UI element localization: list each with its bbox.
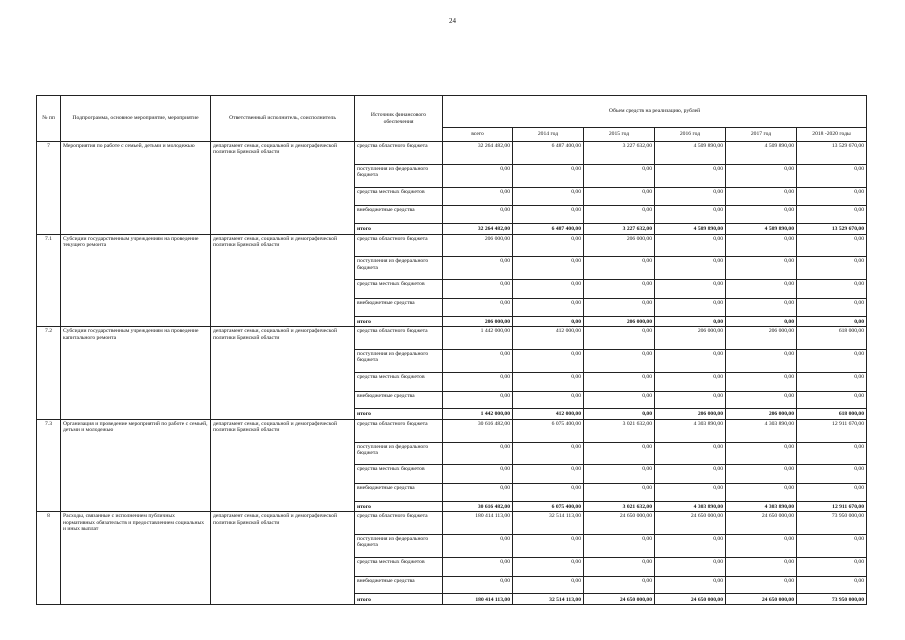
amount-cell: 0,00 <box>797 535 867 558</box>
amount-cell: 13 529 670,00 <box>797 224 867 234</box>
amount-cell: 0,00 <box>726 234 797 257</box>
amount-cell: 0,00 <box>513 535 584 558</box>
table-row <box>37 512 867 535</box>
amount-cell: 0,00 <box>443 257 513 280</box>
amount-cell: 0,00 <box>655 299 726 317</box>
amount-cell: 0,00 <box>513 576 584 594</box>
amount-cell: 12 911 670,00 <box>797 419 867 442</box>
amount-cell: 0,00 <box>726 187 797 206</box>
amount-cell: 0,00 <box>513 557 584 576</box>
amount-cell: 0,00 <box>584 164 655 187</box>
header-no: № пп <box>37 96 61 142</box>
header-year: 2015 год <box>584 128 655 142</box>
funding-source: итого <box>355 409 443 419</box>
amount-cell: 0,00 <box>797 349 867 372</box>
amount-cell: 0,00 <box>797 391 867 409</box>
amount-cell: 0,00 <box>513 316 584 326</box>
amount-cell: 6 075 400,00 <box>513 419 584 442</box>
funding-source: итого <box>355 501 443 511</box>
amount-cell: 0,00 <box>513 391 584 409</box>
executor-name: департамент семьи, социальной и демографической политики Брянской области <box>211 327 355 420</box>
amount-cell: 24 650 000,00 <box>726 512 797 535</box>
amount-cell: 0,00 <box>584 187 655 206</box>
amount-cell: 0,00 <box>513 187 584 206</box>
header-year: 2016 год <box>655 128 726 142</box>
amount-cell: 0,00 <box>443 391 513 409</box>
amount-cell: 0,00 <box>513 234 584 257</box>
amount-cell: 32 264 482,00 <box>443 142 513 165</box>
amount-cell: 0,00 <box>726 164 797 187</box>
amount-cell: 4 509 890,00 <box>726 142 797 165</box>
amount-cell: 206 000,00 <box>726 409 797 419</box>
funding-source: итого <box>355 316 443 326</box>
amount-cell: 73 950 000,00 <box>797 512 867 535</box>
amount-cell: 6 487 400,00 <box>513 142 584 165</box>
amount-cell: 206 000,00 <box>726 327 797 350</box>
funding-source: средства местных бюджетов <box>355 372 443 391</box>
amount-cell: 4 509 890,00 <box>655 142 726 165</box>
amount-cell: 1 442 000,00 <box>443 409 513 419</box>
amount-cell: 0,00 <box>655 164 726 187</box>
amount-cell: 0,00 <box>655 280 726 299</box>
amount-cell: 0,00 <box>443 206 513 224</box>
amount-cell: 0,00 <box>443 280 513 299</box>
amount-cell: 0,00 <box>513 442 584 465</box>
amount-cell: 0,00 <box>513 372 584 391</box>
measure-name: Субсидии государственным учреждениям на проведение текущего ремонта <box>61 234 211 327</box>
funding-source: поступления из федерального бюджета <box>355 164 443 187</box>
table-row <box>37 142 867 165</box>
header-source: Источник финансового обеспечения <box>355 96 443 142</box>
amount-cell: 0,00 <box>655 391 726 409</box>
amount-cell: 0,00 <box>726 576 797 594</box>
amount-cell: 0,00 <box>443 557 513 576</box>
amount-cell: 4 509 890,00 <box>655 224 726 234</box>
amount-cell: 0,00 <box>513 164 584 187</box>
row-number: 8 <box>37 512 61 605</box>
amount-cell: 0,00 <box>726 299 797 317</box>
amount-cell: 0,00 <box>443 349 513 372</box>
funding-source: средства местных бюджетов <box>355 465 443 484</box>
row-number: 7.1 <box>37 234 61 327</box>
amount-cell: 4 303 890,00 <box>726 501 797 511</box>
funding-source: поступления из федерального бюджета <box>355 535 443 558</box>
funding-source: внебюджетные средства <box>355 391 443 409</box>
amount-cell: 0,00 <box>726 442 797 465</box>
amount-cell: 0,00 <box>655 187 726 206</box>
amount-cell: 0,00 <box>726 484 797 502</box>
funding-source: средства областного бюджета <box>355 512 443 535</box>
amount-cell: 0,00 <box>655 206 726 224</box>
amount-cell: 0,00 <box>726 206 797 224</box>
amount-cell: 12 911 670,00 <box>797 501 867 511</box>
amount-cell: 0,00 <box>797 257 867 280</box>
amount-cell: 0,00 <box>797 187 867 206</box>
amount-cell: 206 000,00 <box>655 409 726 419</box>
amount-cell: 0,00 <box>584 206 655 224</box>
amount-cell: 0,00 <box>513 257 584 280</box>
amount-cell: 0,00 <box>655 576 726 594</box>
amount-cell: 0,00 <box>726 257 797 280</box>
amount-cell: 0,00 <box>655 465 726 484</box>
amount-cell: 3 227 632,00 <box>584 142 655 165</box>
header-year: 2018 -2020 годы <box>797 128 867 142</box>
amount-cell: 0,00 <box>726 372 797 391</box>
amount-cell: 3 227 632,00 <box>584 224 655 234</box>
header-executor: Ответственный исполнитель, соисполнитель <box>211 96 355 142</box>
amount-cell: 0,00 <box>443 576 513 594</box>
amount-cell: 0,00 <box>584 349 655 372</box>
amount-cell: 0,00 <box>797 484 867 502</box>
amount-cell: 0,00 <box>443 465 513 484</box>
executor-name: департамент семьи, социальной и демографической политики Брянской области <box>211 142 355 235</box>
amount-cell: 32 514 113,00 <box>513 512 584 535</box>
amount-cell: 24 650 000,00 <box>655 512 726 535</box>
table-header <box>37 96 867 142</box>
funding-source: средства местных бюджетов <box>355 187 443 206</box>
amount-cell: 206 000,00 <box>443 316 513 326</box>
amount-cell: 0,00 <box>584 465 655 484</box>
amount-cell: 206 000,00 <box>655 327 726 350</box>
amount-cell: 0,00 <box>726 316 797 326</box>
table-row <box>37 234 867 257</box>
amount-cell: 206 000,00 <box>584 316 655 326</box>
amount-cell: 0,00 <box>797 372 867 391</box>
amount-cell: 0,00 <box>726 465 797 484</box>
amount-cell: 32 264 482,00 <box>443 224 513 234</box>
amount-cell: 0,00 <box>443 484 513 502</box>
amount-cell: 0,00 <box>584 299 655 317</box>
header-name: Подпрограмма, основное мероприятие, мероприятие <box>61 96 211 142</box>
executor-name: департамент семьи, социальной и демографической политики Брянской области <box>211 512 355 605</box>
amount-cell: 1 442 000,00 <box>443 327 513 350</box>
amount-cell: 0,00 <box>797 164 867 187</box>
amount-cell: 0,00 <box>726 391 797 409</box>
funding-source: внебюджетные средства <box>355 206 443 224</box>
row-number: 7.2 <box>37 327 61 420</box>
amount-cell: 0,00 <box>797 442 867 465</box>
funding-source: итого <box>355 224 443 234</box>
header-year: всего <box>443 128 513 142</box>
amount-cell: 0,00 <box>584 391 655 409</box>
amount-cell: 4 303 890,00 <box>655 419 726 442</box>
amount-cell: 412 000,00 <box>513 327 584 350</box>
executor-name: департамент семьи, социальной и демографической политики Брянской области <box>211 419 355 512</box>
table-row <box>37 327 867 350</box>
amount-cell: 0,00 <box>655 442 726 465</box>
amount-cell: 24 650 000,00 <box>584 512 655 535</box>
amount-cell: 0,00 <box>584 442 655 465</box>
header-volume: Объем средств на реализацию, рублей <box>443 96 867 128</box>
amount-cell: 0,00 <box>797 299 867 317</box>
funding-source: средства областного бюджета <box>355 142 443 165</box>
amount-cell: 0,00 <box>797 465 867 484</box>
amount-cell: 73 950 000,00 <box>797 594 867 605</box>
amount-cell: 0,00 <box>655 484 726 502</box>
funding-source: средства областного бюджета <box>355 234 443 257</box>
header-year: 2014 год <box>513 128 584 142</box>
amount-cell: 24 650 000,00 <box>584 594 655 605</box>
amount-cell: 6 487 400,00 <box>513 224 584 234</box>
amount-cell: 0,00 <box>797 557 867 576</box>
amount-cell: 13 529 670,00 <box>797 142 867 165</box>
table-row <box>37 419 867 442</box>
amount-cell: 618 000,00 <box>797 327 867 350</box>
amount-cell: 0,00 <box>584 535 655 558</box>
amount-cell: 0,00 <box>513 206 584 224</box>
table-body <box>37 142 867 605</box>
funding-source: внебюджетные средства <box>355 299 443 317</box>
amount-cell: 180 414 113,00 <box>443 594 513 605</box>
amount-cell: 180 414 113,00 <box>443 512 513 535</box>
amount-cell: 0,00 <box>797 576 867 594</box>
amount-cell: 4 509 890,00 <box>726 224 797 234</box>
amount-cell: 0,00 <box>584 257 655 280</box>
amount-cell: 0,00 <box>655 557 726 576</box>
amount-cell: 0,00 <box>584 576 655 594</box>
amount-cell: 0,00 <box>655 535 726 558</box>
amount-cell: 0,00 <box>655 234 726 257</box>
amount-cell: 3 021 632,00 <box>584 501 655 511</box>
amount-cell: 0,00 <box>443 372 513 391</box>
amount-cell: 0,00 <box>443 535 513 558</box>
amount-cell: 0,00 <box>655 372 726 391</box>
measure-name: Субсидии государственным учреждениям на проведение капитального ремонта <box>61 327 211 420</box>
funding-source: поступления из федерального бюджета <box>355 442 443 465</box>
row-number: 7 <box>37 142 61 235</box>
amount-cell: 0,00 <box>797 280 867 299</box>
budget-table <box>36 95 867 605</box>
funding-source: внебюджетные средства <box>355 484 443 502</box>
amount-cell: 0,00 <box>726 349 797 372</box>
amount-cell: 0,00 <box>513 484 584 502</box>
amount-cell: 0,00 <box>584 409 655 419</box>
funding-source: поступления из федерального бюджета <box>355 349 443 372</box>
amount-cell: 206 000,00 <box>443 234 513 257</box>
amount-cell: 412 000,00 <box>513 409 584 419</box>
amount-cell: 0,00 <box>726 557 797 576</box>
amount-cell: 0,00 <box>443 442 513 465</box>
amount-cell: 30 616 482,00 <box>443 501 513 511</box>
page-number: 24 <box>449 17 456 25</box>
amount-cell: 32 514 113,00 <box>513 594 584 605</box>
funding-source: внебюджетные средства <box>355 576 443 594</box>
amount-cell: 0,00 <box>584 557 655 576</box>
amount-cell: 4 303 890,00 <box>726 419 797 442</box>
row-number: 7.3 <box>37 419 61 512</box>
measure-name: Организация и проведение мероприятий по работе с семьей, детьми и молодежью <box>61 419 211 512</box>
amount-cell: 0,00 <box>513 280 584 299</box>
amount-cell: 0,00 <box>443 164 513 187</box>
amount-cell: 0,00 <box>726 280 797 299</box>
amount-cell: 0,00 <box>513 465 584 484</box>
funding-source: средства местных бюджетов <box>355 280 443 299</box>
amount-cell: 0,00 <box>726 535 797 558</box>
amount-cell: 0,00 <box>513 349 584 372</box>
amount-cell: 0,00 <box>443 299 513 317</box>
measure-name: Мероприятия по работе с семьей, детьми и молодежью <box>61 142 211 235</box>
amount-cell: 4 303 890,00 <box>655 501 726 511</box>
amount-cell: 0,00 <box>443 187 513 206</box>
header-year: 2017 год <box>726 128 797 142</box>
measure-name: Расходы, связанные с исполнением публичных нормативных обязательств и предоставлением социальных и иных выплат <box>61 512 211 605</box>
amount-cell: 206 000,00 <box>584 234 655 257</box>
amount-cell: 0,00 <box>584 372 655 391</box>
amount-cell: 0,00 <box>584 484 655 502</box>
amount-cell: 0,00 <box>584 280 655 299</box>
amount-cell: 0,00 <box>513 299 584 317</box>
amount-cell: 0,00 <box>655 316 726 326</box>
funding-source: средства областного бюджета <box>355 419 443 442</box>
amount-cell: 24 650 000,00 <box>655 594 726 605</box>
amount-cell: 0,00 <box>797 316 867 326</box>
amount-cell: 618 000,00 <box>797 409 867 419</box>
amount-cell: 6 075 400,00 <box>513 501 584 511</box>
funding-source: поступления из федерального бюджета <box>355 257 443 280</box>
amount-cell: 0,00 <box>584 327 655 350</box>
funding-source: средства областного бюджета <box>355 327 443 350</box>
funding-source: средства местных бюджетов <box>355 557 443 576</box>
amount-cell: 30 616 482,00 <box>443 419 513 442</box>
amount-cell: 0,00 <box>797 206 867 224</box>
amount-cell: 24 650 000,00 <box>726 594 797 605</box>
amount-cell: 0,00 <box>797 234 867 257</box>
amount-cell: 0,00 <box>655 349 726 372</box>
executor-name: департамент семьи, социальной и демографической политики Брянской области <box>211 234 355 327</box>
amount-cell: 0,00 <box>655 257 726 280</box>
amount-cell: 3 021 632,00 <box>584 419 655 442</box>
funding-source: итого <box>355 594 443 605</box>
